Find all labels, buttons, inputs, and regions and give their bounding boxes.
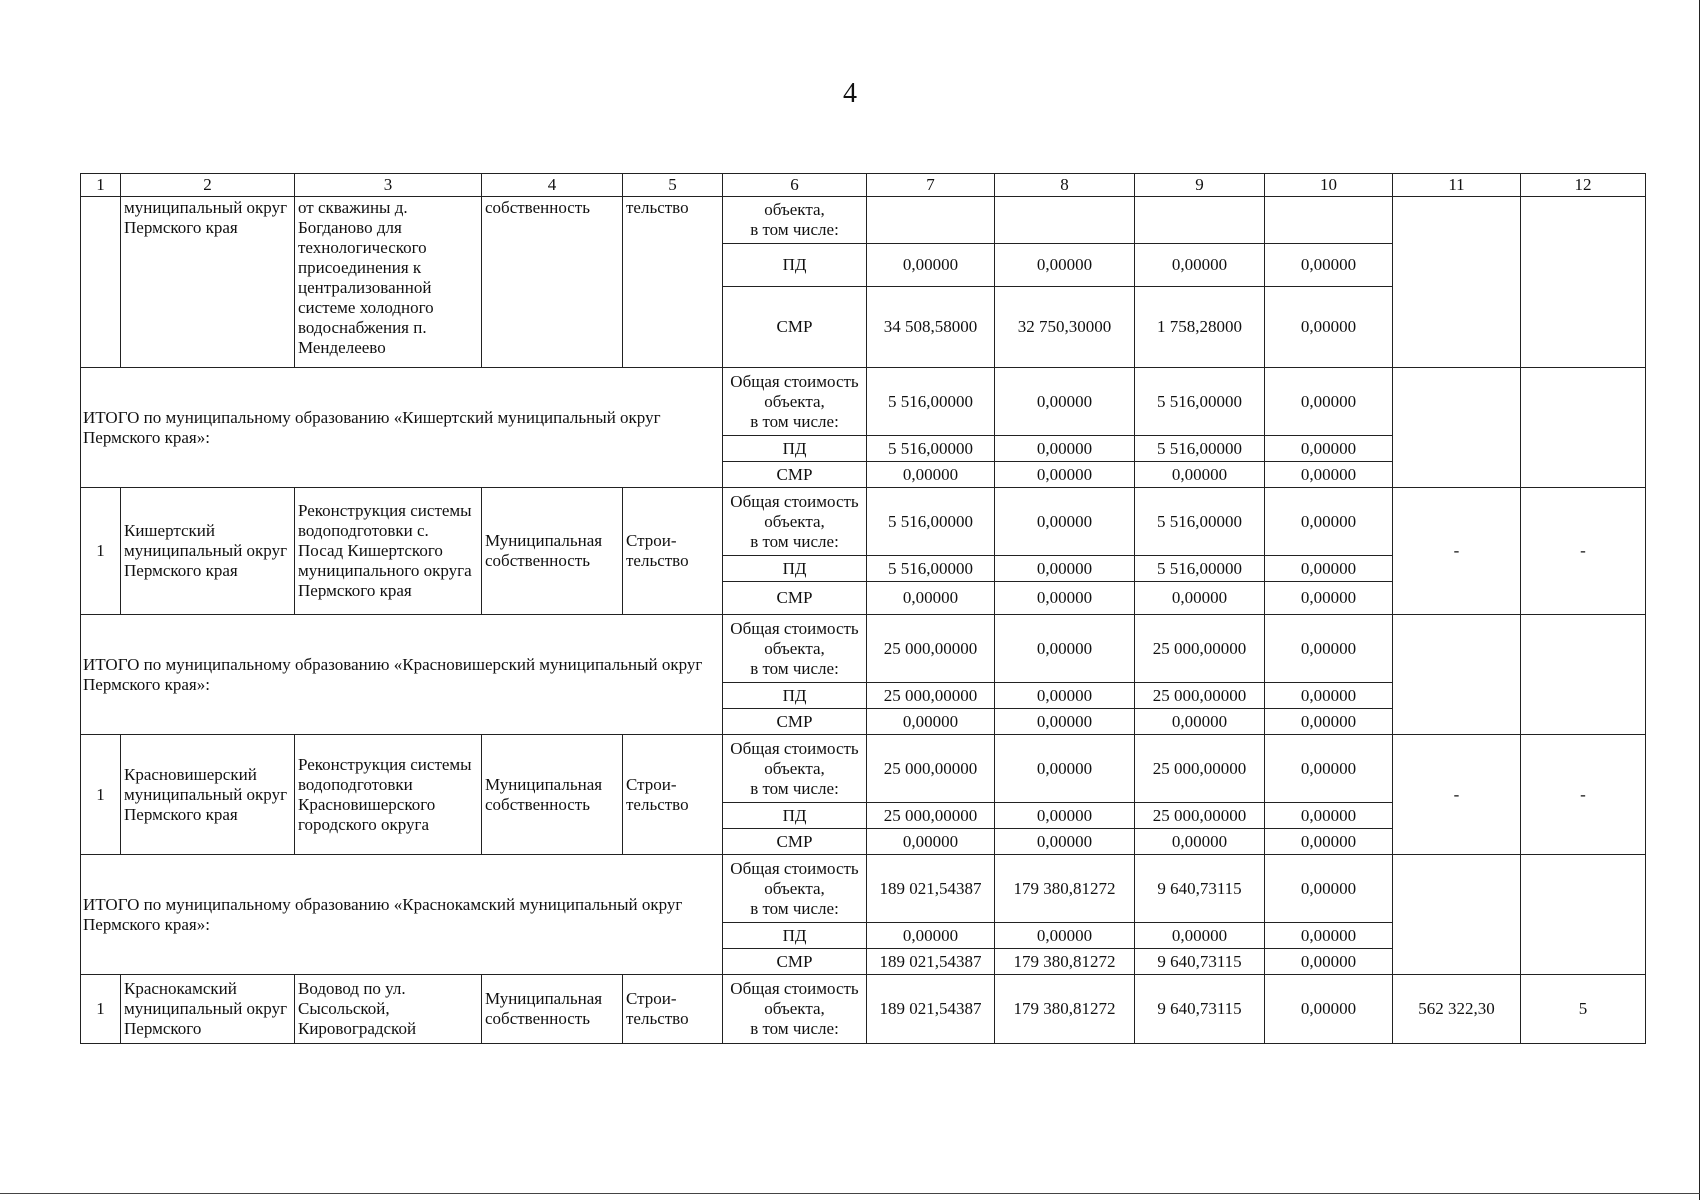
value-cell <box>995 197 1135 244</box>
value-cell: 25 000,00000 <box>867 615 995 683</box>
value-cell: 0,00000 <box>867 923 995 949</box>
cost-type-cell: СМР <box>723 582 867 615</box>
cost-type-cell: Общая стоимость объекта, в том числе: <box>723 368 867 436</box>
cost-type-cell: Общая стоимость объекта, в том числе: <box>723 855 867 923</box>
investment-table <box>80 173 1646 1044</box>
col-header: 1 <box>81 174 121 197</box>
value-cell: 5 516,00000 <box>1135 556 1265 582</box>
value-cell: 5 516,00000 <box>867 436 995 462</box>
col12-cell <box>1521 855 1646 975</box>
value-cell: 0,00000 <box>995 582 1135 615</box>
work-type-cell: Строи- тельство <box>623 975 723 1044</box>
ownership-cell: Муниципальная собственность <box>482 488 623 615</box>
value-cell: 0,00000 <box>1135 829 1265 855</box>
object-name-cell: от скважины д. Богданово для технологического присоединения к централизованной системе холодного водоснабжения п. Менделеево <box>295 197 482 368</box>
value-cell: 0,00000 <box>995 488 1135 556</box>
value-cell: 32 750,30000 <box>995 287 1135 368</box>
table-row <box>81 197 1646 244</box>
value-cell: 25 000,00000 <box>1135 683 1265 709</box>
cost-type-cell: Общая стоимость объекта, в том числе: <box>723 488 867 556</box>
value-cell: 0,00000 <box>1265 975 1393 1044</box>
col11-cell <box>1393 855 1521 975</box>
cost-type-cell: ПД <box>723 436 867 462</box>
cost-type-cell: Общая стоимость объекта, в том числе: <box>723 975 867 1044</box>
col11-cell: 562 322,30 <box>1393 975 1521 1044</box>
col12-cell <box>1521 368 1646 488</box>
value-cell: 9 640,73115 <box>1135 975 1265 1044</box>
value-cell: 0,00000 <box>1265 436 1393 462</box>
table-row <box>81 488 1646 556</box>
col11-cell: - <box>1393 488 1521 615</box>
value-cell: 5 516,00000 <box>1135 488 1265 556</box>
col11-cell <box>1393 368 1521 488</box>
value-cell: 189 021,54387 <box>867 949 995 975</box>
value-cell: 25 000,00000 <box>867 735 995 803</box>
value-cell: 0,00000 <box>867 244 995 287</box>
value-cell: 0,00000 <box>995 709 1135 735</box>
cost-type-cell: ПД <box>723 244 867 287</box>
page-bottom-edge <box>0 1193 1700 1194</box>
col12-cell <box>1521 197 1646 368</box>
object-name-cell: Реконструкция системы водоподготовки с. Посад Кишертского муниципального округа Пермского края <box>295 488 482 615</box>
value-cell: 0,00000 <box>1135 462 1265 488</box>
object-name-cell: Водовод по ул. Сысольской, Кировоградской <box>295 975 482 1044</box>
value-cell: 0,00000 <box>867 829 995 855</box>
cost-type-cell: СМР <box>723 949 867 975</box>
value-cell: 0,00000 <box>1265 735 1393 803</box>
value-cell: 179 380,81272 <box>995 855 1135 923</box>
value-cell: 0,00000 <box>1265 582 1393 615</box>
value-cell <box>1135 197 1265 244</box>
municipality-cell: муниципальный округ Пермского края <box>121 197 295 368</box>
value-cell: 25 000,00000 <box>1135 615 1265 683</box>
municipality-cell: Краснокамский муниципальный округ Пермского <box>121 975 295 1044</box>
value-cell: 1 758,28000 <box>1135 287 1265 368</box>
work-type-cell: тельство <box>623 197 723 368</box>
value-cell: 5 516,00000 <box>1135 368 1265 436</box>
ownership-cell: Муниципальная собственность <box>482 735 623 855</box>
col12-cell: - <box>1521 735 1646 855</box>
value-cell: 0,00000 <box>867 709 995 735</box>
value-cell: 5 516,00000 <box>1135 436 1265 462</box>
value-cell: 25 000,00000 <box>867 803 995 829</box>
total-label: ИТОГО по муниципальному образованию «Кишертский муниципальный округ Пермского края»: <box>81 368 723 488</box>
cost-type-cell: ПД <box>723 683 867 709</box>
value-cell: 0,00000 <box>1265 615 1393 683</box>
row-number-cell: 1 <box>81 488 121 615</box>
value-cell: 0,00000 <box>1265 803 1393 829</box>
col-header: 5 <box>623 174 723 197</box>
value-cell: 0,00000 <box>995 368 1135 436</box>
cost-type-cell: Общая стоимость объекта, в том числе: <box>723 615 867 683</box>
header-row <box>81 174 1646 197</box>
total-row <box>81 368 1646 436</box>
col11-cell: - <box>1393 735 1521 855</box>
value-cell: 0,00000 <box>1265 949 1393 975</box>
value-cell: 0,00000 <box>1265 683 1393 709</box>
cost-type-cell: СМР <box>723 709 867 735</box>
col-header: 8 <box>995 174 1135 197</box>
table-row <box>81 975 1646 1044</box>
cost-type-cell: объекта, в том числе: <box>723 197 867 244</box>
value-cell: 9 640,73115 <box>1135 949 1265 975</box>
value-cell <box>867 197 995 244</box>
col12-cell: - <box>1521 488 1646 615</box>
col-header: 2 <box>121 174 295 197</box>
ownership-cell: собственность <box>482 197 623 368</box>
value-cell: 5 516,00000 <box>867 556 995 582</box>
value-cell: 25 000,00000 <box>1135 803 1265 829</box>
col-header: 9 <box>1135 174 1265 197</box>
value-cell: 0,00000 <box>1265 709 1393 735</box>
col11-cell <box>1393 197 1521 368</box>
value-cell: 0,00000 <box>1135 244 1265 287</box>
col-header: 12 <box>1521 174 1646 197</box>
municipality-cell: Красновишерский муниципальный округ Пермского края <box>121 735 295 855</box>
cost-type-cell: СМР <box>723 462 867 488</box>
cost-type-cell: СМР <box>723 287 867 368</box>
value-cell: 0,00000 <box>995 683 1135 709</box>
value-cell: 0,00000 <box>867 462 995 488</box>
col-header: 10 <box>1265 174 1393 197</box>
object-name-cell: Реконструкция системы водоподготовки Красновишерского городского округа <box>295 735 482 855</box>
value-cell: 179 380,81272 <box>995 949 1135 975</box>
cost-type-cell: Общая стоимость объекта, в том числе: <box>723 735 867 803</box>
value-cell: 189 021,54387 <box>867 855 995 923</box>
col11-cell <box>1393 615 1521 735</box>
total-row <box>81 855 1646 923</box>
cost-type-cell: ПД <box>723 556 867 582</box>
cost-type-cell: ПД <box>723 803 867 829</box>
value-cell: 25 000,00000 <box>1135 735 1265 803</box>
row-number-cell: 1 <box>81 735 121 855</box>
cost-type-cell: СМР <box>723 829 867 855</box>
value-cell: 0,00000 <box>1135 923 1265 949</box>
value-cell: 189 021,54387 <box>867 975 995 1044</box>
value-cell: 0,00000 <box>995 829 1135 855</box>
work-type-cell: Строи- тельство <box>623 488 723 615</box>
value-cell: 5 516,00000 <box>867 368 995 436</box>
value-cell: 0,00000 <box>995 462 1135 488</box>
value-cell: 0,00000 <box>995 923 1135 949</box>
value-cell: 0,00000 <box>995 556 1135 582</box>
col12-cell <box>1521 615 1646 735</box>
value-cell: 0,00000 <box>995 436 1135 462</box>
value-cell: 34 508,58000 <box>867 287 995 368</box>
ownership-cell: Муниципальная собственность <box>482 975 623 1044</box>
col-header: 3 <box>295 174 482 197</box>
value-cell <box>1265 197 1393 244</box>
value-cell: 0,00000 <box>1265 244 1393 287</box>
value-cell: 0,00000 <box>995 244 1135 287</box>
value-cell: 0,00000 <box>1135 582 1265 615</box>
value-cell: 25 000,00000 <box>867 683 995 709</box>
value-cell: 0,00000 <box>1265 855 1393 923</box>
col-header: 4 <box>482 174 623 197</box>
cost-type-cell: ПД <box>723 923 867 949</box>
table-row <box>81 735 1646 803</box>
col12-cell: 5 <box>1521 975 1646 1044</box>
col-header: 7 <box>867 174 995 197</box>
work-type-cell: Строи- тельство <box>623 735 723 855</box>
total-row <box>81 615 1646 683</box>
value-cell: 0,00000 <box>1265 556 1393 582</box>
total-label: ИТОГО по муниципальному образованию «Краснокамский муниципальный округ Пермского края»: <box>81 855 723 975</box>
value-cell: 0,00000 <box>1265 829 1393 855</box>
value-cell: 0,00000 <box>1265 488 1393 556</box>
row-number-cell: 1 <box>81 975 121 1044</box>
total-label: ИТОГО по муниципальному образованию «Красновишерский муниципальный округ Пермского края»: <box>81 615 723 735</box>
municipality-cell: Кишертский муниципальный округ Пермского края <box>121 488 295 615</box>
col-header: 11 <box>1393 174 1521 197</box>
page-number: 4 <box>843 78 857 109</box>
value-cell: 9 640,73115 <box>1135 855 1265 923</box>
col-header: 6 <box>723 174 867 197</box>
value-cell: 0,00000 <box>867 582 995 615</box>
value-cell: 0,00000 <box>1135 709 1265 735</box>
value-cell: 0,00000 <box>1265 462 1393 488</box>
value-cell: 0,00000 <box>1265 287 1393 368</box>
value-cell: 0,00000 <box>995 735 1135 803</box>
value-cell: 179 380,81272 <box>995 975 1135 1044</box>
value-cell: 5 516,00000 <box>867 488 995 556</box>
row-number-cell <box>81 197 121 368</box>
value-cell: 0,00000 <box>1265 368 1393 436</box>
value-cell: 0,00000 <box>1265 923 1393 949</box>
value-cell: 0,00000 <box>995 803 1135 829</box>
value-cell: 0,00000 <box>995 615 1135 683</box>
